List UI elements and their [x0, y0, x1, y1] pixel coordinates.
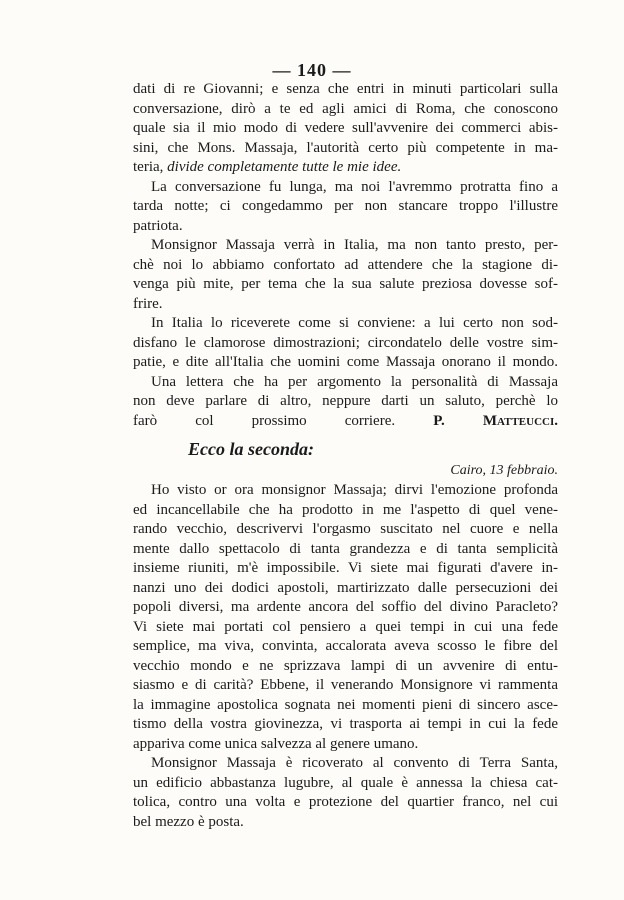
text-line: nanzi uno dei dodici apostoli, martirizzato dalle persecuzioni dei [133, 579, 558, 596]
paragraph-4 [133, 314, 558, 373]
text-line: tarda notte; ci congedammo per non stancare troppo l'illustre [133, 198, 558, 214]
section-heading: Ecco la seconda: [188, 439, 314, 459]
paragraph-3 [133, 236, 558, 314]
text-line: popoli diversi, ma ardente ancora del soffio del divino Paracleto? [133, 599, 558, 615]
text-line: venga più mite, per tema che la sua salute preziosa dovesse sof- [133, 276, 558, 292]
text-line: In Italia lo riceverete come si conviene: a lui certo non sod- [151, 315, 558, 331]
text-line: patriota. [133, 217, 183, 234]
paragraph-1 [133, 80, 558, 178]
text-line: ed incancellabile che ha prodotto in me l'aspetto di quel vene- [133, 501, 558, 518]
dateline: Cairo, 13 febbraio. [450, 463, 558, 478]
text-line: appariva come unica salvezza al genere umano. [133, 735, 419, 752]
text-line: siasmo e di carità? Ebbene, il venerando Monsignore vi rammenta [133, 677, 558, 693]
text-line: Monsignor Massaja è ricoverato al convento di Terra Santa, [151, 755, 558, 771]
text-line: vecchio mondo e ne sprizzava lampi di un avvenire di entu- [133, 657, 558, 674]
text-line: rando vecchio, descrivervi l'orgasmo suscitato nel cuore e nella [133, 521, 558, 537]
text-line [133, 158, 558, 178]
text-line: dati di re Giovanni; e senza che entri in minuti particolari sulla [133, 81, 558, 97]
text-line: la immagine apostolica sognata nei momenti pieni di sincero asce- [133, 696, 558, 713]
text-line: non deve parlare di altro, neppure darti un saluto, perchè lo [133, 393, 558, 409]
body-text [133, 80, 558, 832]
text-line: quale sia il mio modo di vedere sull'avvenire dei commerci abis- [133, 120, 558, 136]
text-fragment: teria, [133, 159, 168, 175]
paragraph-7 [133, 754, 558, 832]
text-line: La conversazione fu lunga, ma noi l'avremmo protratta fino a [151, 178, 558, 195]
text-line: frire. [133, 295, 163, 312]
text-line: semplice, ma viva, convinta, accalorata aveva scosso le fibre del [133, 638, 558, 654]
text-line: bel mezzo è posta. [133, 813, 244, 830]
paragraph-5 [133, 373, 558, 432]
text-line: Vi siete mai portati col pensiero a quei tempi in cui una fede [133, 618, 558, 635]
text-line: Una lettera che ha per argomento la personalità di Massaja [151, 373, 558, 390]
paragraph-2 [133, 178, 558, 237]
text-line: sini, che Mons. Massaja, l'autorità certo più competente in ma- [133, 139, 558, 156]
text-line: tolica, contro una volta e protezione del quartier franco, nel cui [133, 794, 558, 810]
text-line: un edificio abbastanza lugubre, al quale è annessa la chiesa cat- [133, 774, 558, 791]
text-line: tismo della vostra giovinezza, vi trasporta ai tempi in cui la fede [133, 716, 558, 732]
text-line: chè noi lo abbiamo confortato ad attendere che la stagione di- [133, 256, 558, 273]
text-line: insieme riuniti, m'è impossibile. Vi siete mai figurati d'avere in- [133, 560, 558, 576]
italic-text: divide completamente tutte le mie idee. [167, 159, 402, 175]
signature: P. Matteucci. [433, 412, 559, 429]
page-number: — 140 — [272, 60, 352, 80]
text-line: conversazione, dirò a te ed agli amici di Roma, che conoscono [133, 100, 558, 117]
text-line: Monsignor Massaja verrà in Italia, ma non tanto presto, per- [151, 237, 558, 253]
text-line: patie, e dite all'Italia che uomini come Massaja onorano il mondo. [133, 354, 558, 370]
text-fragment: farò col prossimo corriere. [133, 412, 396, 429]
text-line [133, 412, 558, 432]
text-line: Ho visto or ora monsignor Massaja; dirvi l'emozione profonda [151, 482, 558, 498]
text-line: disfano le clamorose dimostrazioni; circondatelo delle vostre sim- [133, 334, 558, 351]
paragraph-6 [133, 481, 558, 754]
text-line: mente dallo spettacolo di tanta grandezza e di tanta semplicità [133, 540, 558, 557]
